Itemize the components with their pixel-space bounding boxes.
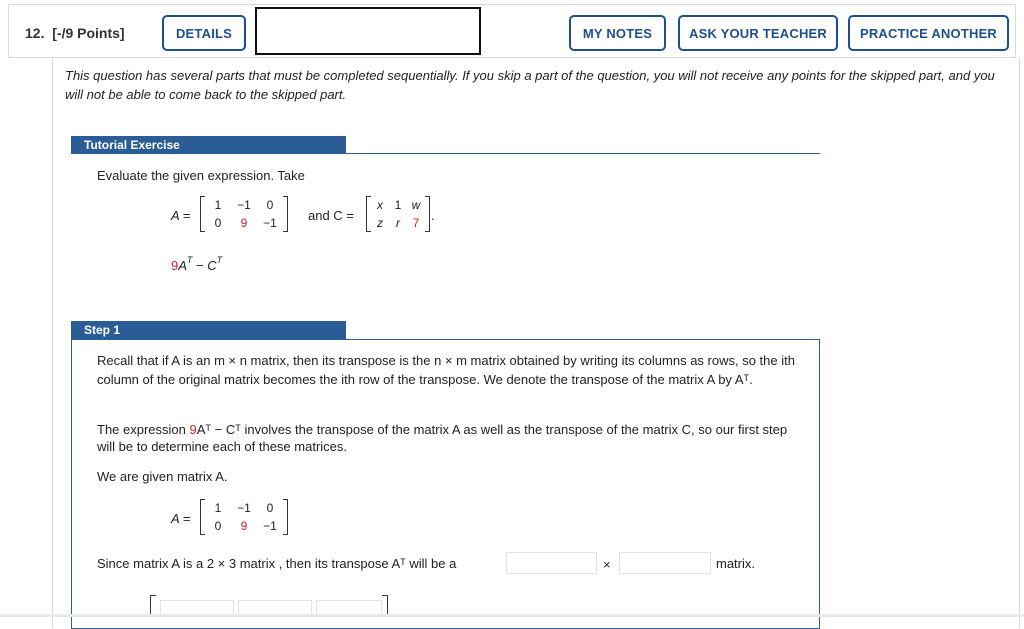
step-1-paragraph-1: Recall that if A is an m × n matrix, then its transpose is the n × m matrix obtained by writing its columns as rows, so the ith column of the original matrix becomes the ith row of the transpose. We denote the transpose of the matrix A by Aᵀ. [97, 353, 795, 387]
matrix-a [200, 196, 288, 232]
matrix-cell: −1 [237, 198, 251, 212]
columns-input[interactable] [619, 552, 711, 574]
matrix-cell: r [396, 216, 400, 230]
matrix-a-label: A = [171, 208, 191, 223]
question-number: 12. [-/9 Points] [25, 25, 125, 41]
matrix-cell: −1 [263, 216, 277, 230]
step-1-label: Step 1 [71, 321, 346, 339]
matrix-c [366, 196, 430, 232]
matrix-cell: −1 [237, 501, 251, 515]
times-symbol: × [603, 557, 611, 572]
matrix-cell: 0 [214, 216, 222, 230]
matrix-a-label-step: A = [171, 511, 191, 526]
matrix-cell: x [377, 198, 383, 212]
matrix-cell: 0 [266, 501, 274, 515]
matrix-cell: 9 [240, 519, 248, 533]
instruction-text: This question has several parts that must be completed sequentially. If you skip a part of the question, you will not receive any points for the skipped part, and you will not be able to come back to the skipped part. [65, 68, 995, 102]
tutorial-divider [71, 153, 820, 154]
matrix-c-label: and C = [308, 208, 354, 223]
rows-input[interactable] [506, 552, 597, 574]
matrix-cell: 1 [214, 198, 222, 212]
question-header [8, 4, 1016, 58]
answer-summary-box [255, 7, 481, 55]
matrix-cell: z [377, 216, 383, 230]
details-button[interactable]: DETAILS [162, 15, 246, 51]
matrix-word: matrix. [716, 556, 755, 571]
matrix-cell: 9 [240, 216, 248, 230]
matrix-cell: 1 [394, 198, 402, 212]
matrix-a-step [200, 499, 288, 535]
ask-your-teacher-button[interactable]: ASK YOUR TEACHER [678, 15, 838, 51]
points-label: [-/9 Points] [52, 25, 125, 41]
since-text: Since matrix A is a 2 × 3 matrix , then its transpose Aᵀ will be a [97, 556, 457, 571]
my-notes-button[interactable]: MY NOTES [569, 15, 666, 51]
period: . [431, 208, 435, 223]
step-1-paragraph-2: The expression 9Aᵀ − Cᵀ involves the transpose of the matrix A as well as the transpose of the matrix C, so our first step will be to determine each of these matrices. [97, 422, 788, 454]
matrix-cell: 7 [412, 216, 420, 230]
tutorial-exercise-label: Tutorial Exercise [71, 136, 346, 154]
expression: $9A^T - C^T$ [171, 255, 223, 273]
matrix-cell: 1 [214, 501, 222, 515]
matrix-cell: w [411, 198, 421, 212]
tutorial-prompt: Evaluate the given expression. Take [97, 168, 305, 183]
given-text: We are given matrix A. [97, 469, 228, 484]
practice-another-button[interactable]: PRACTICE ANOTHER [848, 15, 1009, 51]
matrix-cell: 0 [214, 519, 222, 533]
matrix-cell: −1 [263, 519, 277, 533]
matrix-cell: 0 [266, 198, 274, 212]
